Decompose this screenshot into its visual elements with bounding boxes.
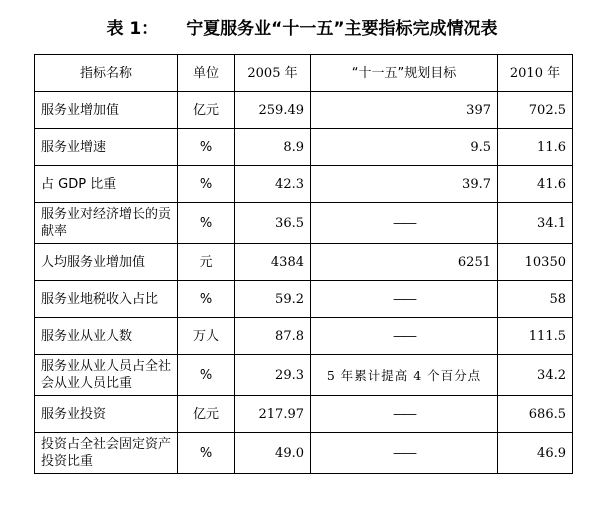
table-row [35, 166, 573, 203]
value-2005: 29.3 [235, 355, 311, 396]
indicator-name: 服务业增加值 [35, 92, 178, 129]
indicator-name: 人均服务业增加值 [35, 244, 178, 281]
unit-cell: 亿元 [178, 396, 235, 433]
unit-cell: % [178, 166, 235, 203]
value-2005: 217.97 [235, 396, 311, 433]
value-2010: 11.6 [498, 129, 573, 166]
plan-target: 397 [311, 92, 498, 129]
plan-target: —— [311, 318, 498, 355]
value-2005: 87.8 [235, 318, 311, 355]
plan-target: 39.7 [311, 166, 498, 203]
value-2010: 702.5 [498, 92, 573, 129]
header-row [35, 55, 573, 92]
value-2010: 111.5 [498, 318, 573, 355]
value-2005: 259.49 [235, 92, 311, 129]
unit-cell: % [178, 129, 235, 166]
plan-target: —— [311, 396, 498, 433]
indicator-name: 服务业投资 [35, 396, 178, 433]
indicator-name: 服务业从业人员占全社会从业人员比重 [35, 355, 178, 396]
value-2005: 4384 [235, 244, 311, 281]
header-2005: 2005 年 [235, 55, 311, 92]
value-2010: 46.9 [498, 433, 573, 474]
value-2010: 34.1 [498, 203, 573, 244]
indicator-name: 投资占全社会固定资产投资比重 [35, 433, 178, 474]
unit-cell: % [178, 355, 235, 396]
header-2010: 2010 年 [498, 55, 573, 92]
table-caption: 宁夏服务业“十一五”主要指标完成情况表 [186, 19, 498, 39]
table-row [35, 244, 573, 281]
header-indicator-name: 指标名称 [35, 55, 178, 92]
value-2010: 10350 [498, 244, 573, 281]
header-unit: 单位 [178, 55, 235, 92]
table-row [35, 396, 573, 433]
value-2010: 686.5 [498, 396, 573, 433]
table-row [35, 129, 573, 166]
value-2005: 8.9 [235, 129, 311, 166]
value-2010: 34.2 [498, 355, 573, 396]
value-2005: 59.2 [235, 281, 311, 318]
plan-target: 6251 [311, 244, 498, 281]
unit-cell: % [178, 203, 235, 244]
table-row [35, 281, 573, 318]
plan-target: —— [311, 281, 498, 318]
table-row [35, 92, 573, 129]
unit-cell: 元 [178, 244, 235, 281]
value-2010: 58 [498, 281, 573, 318]
value-2005: 49.0 [235, 433, 311, 474]
table-number: 表 1： [106, 19, 159, 39]
table-row [35, 433, 573, 474]
value-2005: 42.3 [235, 166, 311, 203]
indicator-name: 服务业增速 [35, 129, 178, 166]
table-row [35, 318, 573, 355]
table-title [0, 14, 604, 39]
table-row [35, 203, 573, 244]
plan-target: 5 年累计提高 4 个百分点 [311, 355, 498, 396]
header-plan-target: “十一五”规划目标 [311, 55, 498, 92]
indicator-table [34, 54, 573, 474]
value-2010: 41.6 [498, 166, 573, 203]
unit-cell: 万人 [178, 318, 235, 355]
indicator-name: 服务业地税收入占比 [35, 281, 178, 318]
value-2005: 36.5 [235, 203, 311, 244]
plan-target: —— [311, 433, 498, 474]
plan-target: —— [311, 203, 498, 244]
indicator-name: 服务业对经济增长的贡献率 [35, 203, 178, 244]
unit-cell: 亿元 [178, 92, 235, 129]
plan-target: 9.5 [311, 129, 498, 166]
unit-cell: % [178, 433, 235, 474]
indicator-name: 服务业从业人数 [35, 318, 178, 355]
unit-cell: % [178, 281, 235, 318]
table-row [35, 355, 573, 396]
indicator-name: 占 GDP 比重 [35, 166, 178, 203]
